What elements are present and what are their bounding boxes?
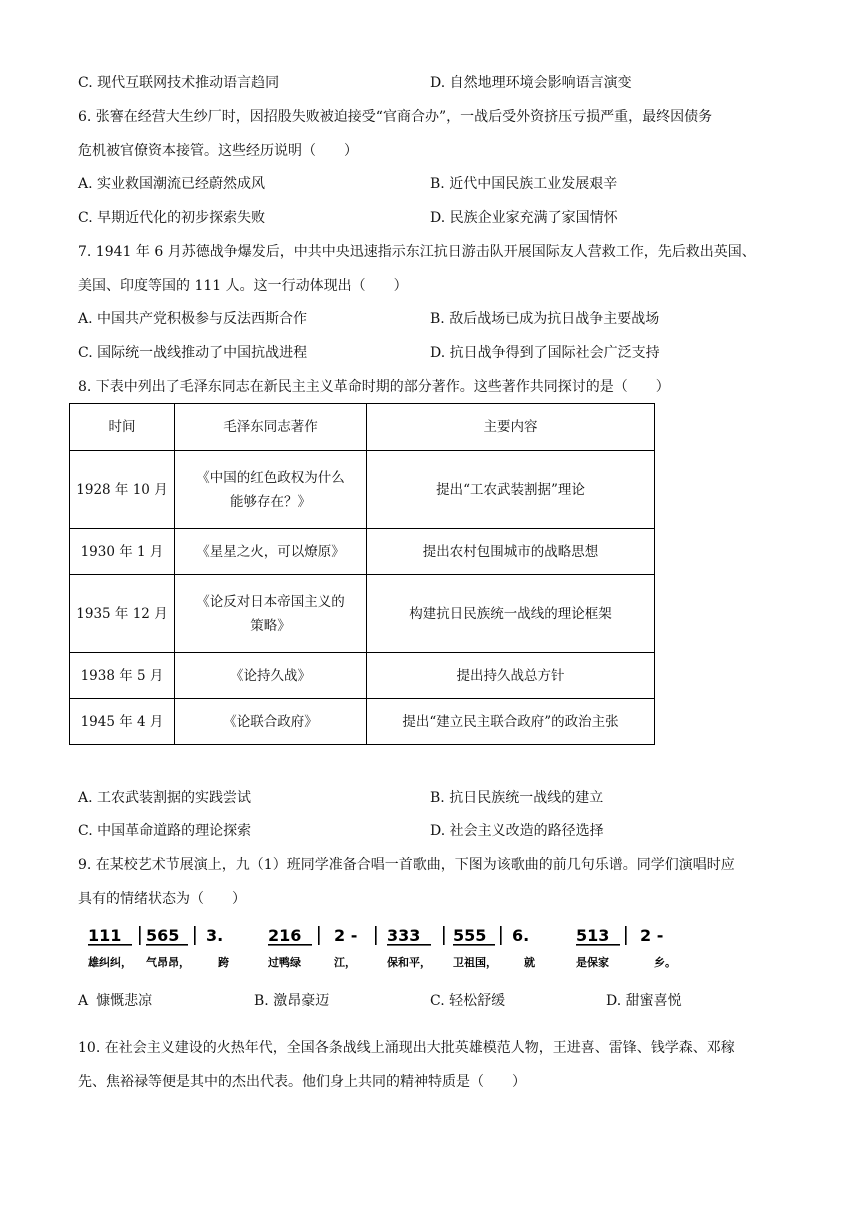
table-row: [70, 653, 655, 699]
note-group: 6.: [512, 926, 530, 945]
lyric: 跨: [218, 956, 229, 969]
q9-option-a: [78, 991, 152, 1011]
bar-line: [375, 926, 377, 945]
note-group: 111: [88, 926, 122, 945]
cell-work: [175, 451, 367, 529]
header-work: 毛泽东同志著作: [175, 404, 367, 451]
table-row: [70, 575, 655, 653]
cell-time: 1930 年 1 月: [70, 529, 175, 575]
music-score: [88, 924, 688, 974]
q6-option-a: A. 实业救国潮流已经蔚然成风: [78, 176, 266, 192]
note-group: 3.: [206, 926, 224, 945]
bar-line: [625, 926, 627, 945]
work-line1: 《论反对日本帝国主义的: [196, 593, 345, 610]
bar-line: [194, 926, 196, 945]
q6-stem-line2: 危机被官僚资本接管。这些经历说明（ ）: [78, 143, 358, 159]
cell-work: 《论联合政府》: [175, 699, 367, 745]
lyric: 卫祖国，: [453, 956, 497, 969]
bar-line: [318, 926, 320, 945]
q7-option-d: D. 抗日战争得到了国际社会广泛支持: [430, 345, 660, 361]
lyric: 是保家: [576, 956, 609, 969]
q9-option-d: D. 甜蜜喜悦: [606, 993, 682, 1009]
q6-option-d: D. 民族企业家充满了家国情怀: [430, 210, 618, 226]
bar-line: [500, 926, 502, 945]
lyric: 就: [524, 956, 535, 969]
cell-time: 1945 年 4 月: [70, 699, 175, 745]
works-table: [69, 403, 655, 745]
work-line1: 《中国的红色政权为什么: [196, 469, 345, 486]
work-line2: 能够存在？》: [230, 493, 311, 510]
q10-stem-line2: 先、焦裕禄等便是其中的杰出代表。他们身上共同的精神特质是（ ）: [78, 1074, 526, 1090]
q6-option-c: C. 早期近代化的初步探索失败: [78, 210, 266, 226]
q5-option-c: C. 现代互联网技术推动语言趋同: [78, 75, 280, 91]
table-row: [70, 529, 655, 575]
q7-stem-line1: 7. 1941 年 6 月苏德战争爆发后，中共中央迅速指示东江抗日游击队开展国际友人营救工作，先后救出英国、: [78, 244, 756, 260]
table-row: [70, 699, 655, 745]
q10-stem-line1: 10. 在社会主义建设的火热年代，全国各条战线上涌现出大批英雄模范人物，王进喜、雷锋、钱学森、邓稼: [78, 1040, 735, 1056]
q8-option-c: C. 中国革命道路的理论探索: [78, 823, 252, 839]
header-time: 时间: [70, 404, 175, 451]
header-content: 主要内容: [367, 404, 655, 451]
bar-line: [443, 926, 445, 945]
cell-work: 《论持久战》: [175, 653, 367, 699]
q8-option-b: B. 抗日民族统一战线的建立: [430, 790, 604, 806]
note-group: 216: [268, 926, 302, 945]
note-group: 333: [387, 926, 421, 945]
note-group: 565: [146, 926, 180, 945]
q9-option-b: B. 激昂豪迈: [254, 993, 330, 1009]
cell-work: [175, 575, 367, 653]
q7-stem-line2: 美国、印度等国的 111 人。这一行动体现出（ ）: [78, 278, 408, 294]
q6-stem-line1: 6. 张謇在经营大生纱厂时，因招股失败被迫接受“官商合办”，一战后受外资挤压亏损严重，最终因债务: [78, 109, 713, 125]
q9-option-a-letter: A: [78, 993, 89, 1009]
q6-option-b: B. 近代中国民族工业发展艰辛: [430, 176, 618, 192]
bar-line: [139, 926, 141, 945]
cell-content: 提出“工农武装割据”理论: [367, 451, 655, 529]
q9-option-c: C. 轻松舒缓: [430, 993, 506, 1009]
lyric: 乡。: [654, 956, 676, 969]
cell-content: 提出持久战总方针: [367, 653, 655, 699]
work-line2: 策略》: [250, 617, 291, 634]
cell-time: 1928 年 10 月: [70, 451, 175, 529]
lyric: 雄纠纠，: [88, 956, 132, 969]
cell-content: 提出“建立民主联合政府”的政治主张: [367, 699, 655, 745]
cell-content: 提出农村包围城市的战略思想: [367, 529, 655, 575]
table-row: [70, 451, 655, 529]
cell-time: 1938 年 5 月: [70, 653, 175, 699]
q8-stem: 8. 下表中列出了毛泽东同志在新民主主义革命时期的部分著作。这些著作共同探讨的是（ ）: [78, 379, 670, 395]
cell-work: 《星星之火，可以燎原》: [175, 529, 367, 575]
q8-option-a: A. 工农武装割据的实践尝试: [78, 790, 252, 806]
q9-option-a-text: 慷慨悲凉: [96, 993, 153, 1009]
q5-option-d: D. 自然地理环境会影响语言演变: [430, 75, 632, 91]
q7-option-c: C. 国际统一战线推动了中国抗战进程: [78, 345, 308, 361]
q9-stem-line2: 具有的情绪状态为（ ）: [78, 891, 246, 907]
table-header-row: [70, 404, 655, 451]
q7-option-a: A. 中国共产党积极参与反法西斯合作: [78, 311, 308, 327]
q8-option-d: D. 社会主义改造的路径选择: [430, 823, 604, 839]
lyric: 气昂昂，: [146, 956, 190, 969]
note-group: 2 -: [640, 926, 664, 945]
note-group: 513: [576, 926, 610, 945]
cell-content: 构建抗日民族统一战线的理论框架: [367, 575, 655, 653]
note-group: 555: [453, 926, 487, 945]
lyric: 过鸭绿: [268, 956, 301, 969]
lyric: 江，: [334, 956, 356, 969]
q9-stem-line1: 9. 在某校艺术节展演上，九（1）班同学准备合唱一首歌曲，下图为该歌曲的前几句乐谱。同学们演唱时应: [78, 857, 735, 873]
lyric: 保和平，: [387, 956, 431, 969]
cell-time: 1935 年 12 月: [70, 575, 175, 653]
note-group: 2 -: [334, 926, 358, 945]
q7-option-b: B. 敌后战场已成为抗日战争主要战场: [430, 311, 660, 327]
